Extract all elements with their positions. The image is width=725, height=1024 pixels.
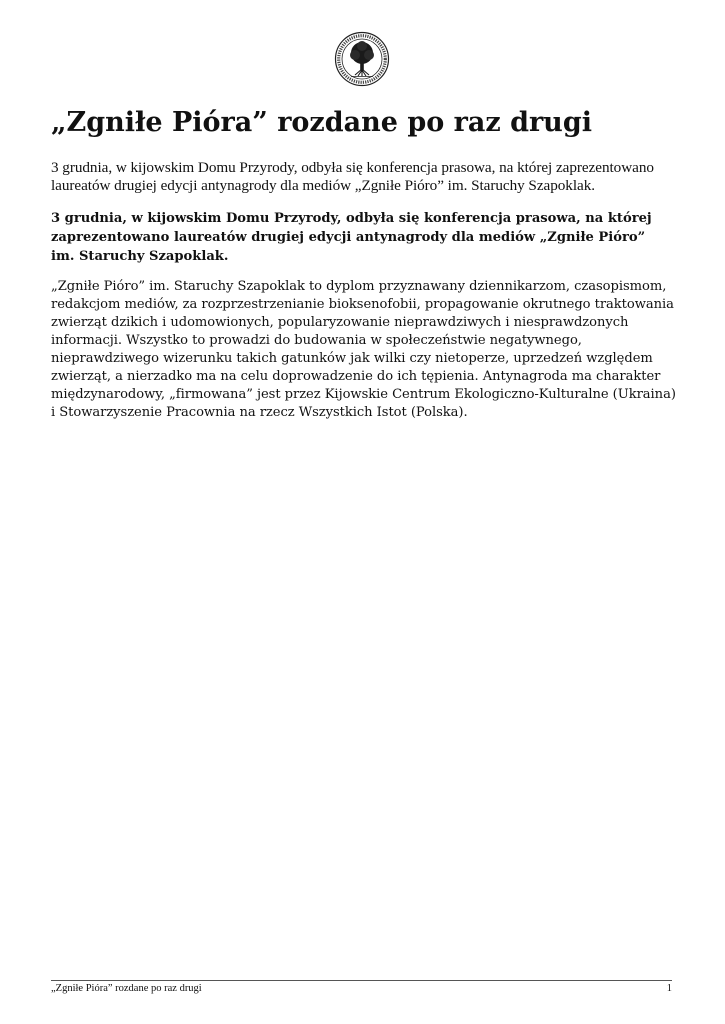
article-lead-bold: 3 grudnia, w kijowskim Domu Przyrody, odbyła się konferencja prasowa, na której zaprezentowano laureatów drugiej edycji antynagrody dla mediów „Zgniłe Pióro” im. Staruchy Szapoklak. (51, 211, 652, 264)
article-body: „Zgniłe Pióro” im. Staruchy Szapoklak to dyplom przyznawany dziennikarzom, czasopismom, redakcjom mediów, za rozprzestrzenianie bioksenofobii, propagowanie okrutnego traktowania zwierząt dzikich i udomowionych, popularyzowanie nieprawdziwych i niesprawdzonych informacji. Wszystko to prowadzi do budowania w społeczeństwie negatywnego, nieprawdziwego wizerunku takich gatunków jak wilki czy nietoperze, uprzedzeń względem zwierząt, a nierzadko ma na celu doprowadzenie do ich tępienia. Antynagroda ma charakter międzynarodowy, „firmowana” jest przez Kijowskie Centrum Ekologiczno-Kulturalne (Ukraina) i Stowarzyszenie Pracownia na rzecz Wszystkich Istot (Polska). (51, 279, 676, 420)
logo (334, 31, 390, 87)
footer-divider (51, 980, 672, 981)
page-title: „Zgniłe Pióra” rozdane po raz drugi (51, 107, 592, 138)
article-lead: 3 grudnia, w kijowskim Domu Przyrody, odbyła się konferencja prasowa, na której zaprezentowano laureatów drugiej edycji antynagrody dla mediów „Zgniłe Pióro” im. Staruchy Szapoklak. (51, 159, 654, 194)
page-number: 1 (666, 983, 672, 994)
footer-title: „Zgniłe Pióra” rozdane po raz drugi (51, 983, 202, 994)
tree-seal-logo-icon (334, 31, 390, 87)
